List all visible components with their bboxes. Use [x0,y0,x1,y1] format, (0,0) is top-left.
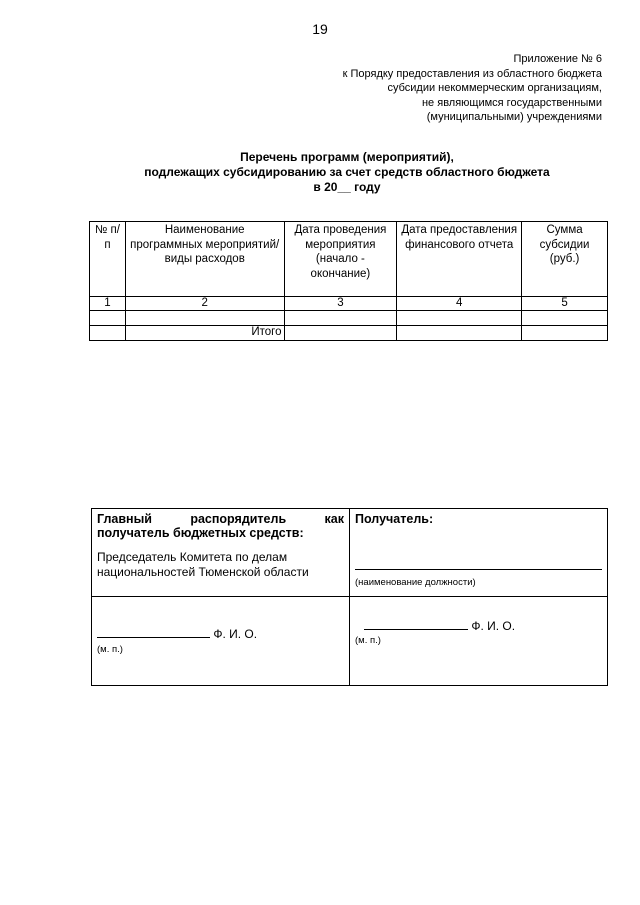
recipient-signature [364,619,515,633]
table-cell [284,326,397,341]
appendix-line: субсидии некоммерческим организациям, [387,82,602,94]
org-line: Председатель Комитета по делам [97,550,288,564]
stamp-label: (м. п.) [97,644,123,655]
table-cell [284,311,397,326]
heading-word: как [324,512,344,526]
signature-line [364,629,468,630]
column-number: 3 [284,297,397,311]
chief-signature [97,627,257,641]
chief-administrator-organization [97,550,309,580]
table-cell [522,326,608,341]
chief-administrator-cell [92,509,350,597]
chief-administrator-heading [97,512,344,540]
fio-label: Ф. И. О. [471,619,516,633]
heading-word: Главный [97,512,152,526]
table-cell [397,326,522,341]
programs-table [89,221,608,341]
signature-block [91,508,608,686]
document-title [0,150,640,195]
position-caption: (наименование должности) [355,577,476,588]
appendix-line: не являющимся государственными [421,96,602,109]
header-cell: № п/п [90,222,126,297]
column-number: 5 [522,297,608,311]
table-cell [125,311,284,326]
column-number: 1 [90,297,126,311]
column-number-row [90,297,608,311]
table-cell [522,311,608,326]
appendix-line: (муниципальными) учреждениями [426,111,602,123]
table-header-row [90,222,608,297]
fio-label: Ф. И. О. [213,627,258,641]
column-number: 4 [397,297,522,311]
column-number: 2 [125,297,284,311]
appendix-line: Приложение № 6 [513,53,602,65]
title-line: подлежащих субсидированию за счет средств областного бюджета [144,165,550,179]
title-line: Перечень программ (мероприятий), [240,150,454,164]
total-label: Итого [125,326,284,341]
recipient-heading: Получатель: [355,512,434,526]
table-cell [90,311,126,326]
table-cell [90,326,126,341]
heading-line: получатель бюджетных средств: [97,526,304,540]
page-number: 19 [312,21,328,37]
header-cell: Дата предоставления финансового отчета [397,222,522,297]
stamp-label: (м. п.) [355,635,381,646]
header-cell: Сумма субсидии (руб.) [522,222,608,297]
table-row [90,311,608,326]
appendix-line: к Порядку предоставления из областного бюджета [342,67,602,80]
total-row [90,326,608,341]
header-cell: Наименование программных мероприятий/ виды расходов [125,222,284,297]
heading-word: распорядитель [190,512,287,526]
title-line: в 20__ году [313,180,381,194]
table-cell [397,311,522,326]
recipient-cell [350,509,608,597]
chief-signature-cell [92,597,350,686]
appendix-note [282,52,602,125]
header-cell: Дата проведения мероприятия (начало - окончание) [284,222,397,297]
recipient-signature-cell [350,597,608,686]
org-line: национальностей Тюменской области [97,565,309,579]
position-signature-line [355,569,602,570]
signature-line [97,637,210,638]
